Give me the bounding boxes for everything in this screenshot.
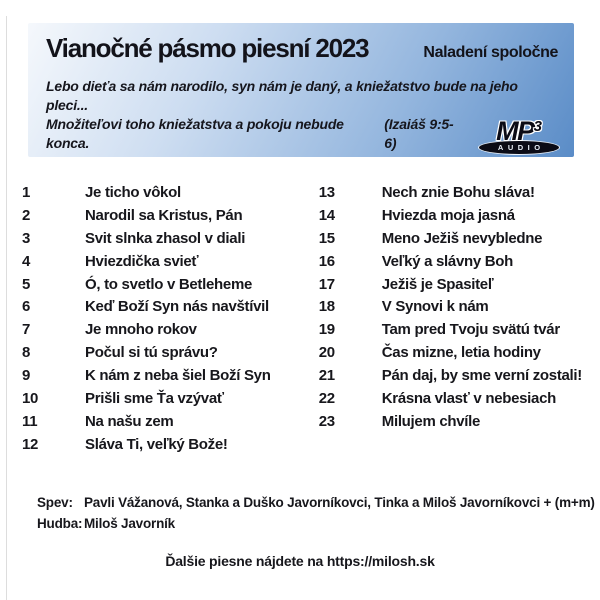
track-row [319,341,582,364]
track-row [319,364,582,387]
track-row [22,433,319,456]
track-number: 16 [318,252,335,270]
album-tagline: Naladení spoločne [423,44,558,61]
tracklist-column-right [319,181,582,456]
track-number: 23 [318,412,335,430]
track-number: 7 [22,321,31,339]
track-title: Čas mizne, letia hodiny [381,344,541,362]
track-title: Narodil sa Kristus, Pán [85,206,243,224]
track-row [22,410,319,433]
track-title: Sláva Ti, veľký Bože! [85,435,228,453]
fold-line [6,16,7,600]
track-row [22,227,319,250]
track-row [319,181,582,204]
track-title: Ježiš je Spasiteľ [381,275,494,293]
track-row [22,181,319,204]
mp3-logo-text [476,114,562,144]
track-number: 6 [22,298,31,316]
track-row [22,273,319,296]
bible-quote-line2-row [46,115,464,153]
credit-value: Miloš Javorník [84,516,175,531]
track-number: 12 [22,435,39,453]
track-title: Keď Boží Syn nás navštívil [85,298,269,316]
track-title: Nech znie Bohu sláva! [381,183,535,201]
track-number: 3 [22,229,31,247]
track-title: Meno Ježiš nevybledne [381,229,543,247]
track-number: 22 [318,389,335,407]
track-title: K nám z neba šiel Boží Syn [85,367,271,385]
track-number: 11 [22,412,38,430]
track-number: 5 [22,275,31,293]
track-row [22,364,319,387]
credit-label: Spev: [37,495,73,510]
tracklist [22,181,582,456]
track-number: 19 [318,321,335,339]
track-row [22,204,319,227]
mp3-logo-letters: MP [496,116,534,146]
track-title: Svit slnka zhasol v diali [85,229,246,247]
track-number: 13 [318,183,335,201]
track-number: 4 [22,252,31,270]
track-row [319,227,582,250]
track-title: Tam pred Tvoju svätú tvár [381,321,560,339]
credit-row [37,513,595,534]
track-number: 14 [318,206,335,224]
track-row [319,318,582,341]
credit-value: Pavli Vážanová, Stanka a Duško Javorníkovci, Tinka a Miloš Javorníkovci + (m+m) [84,495,595,510]
banner-title-row [46,33,558,64]
bible-quote-line1: Lebo dieťa sa nám narodilo, syn nám je daný, a kniežatstvo bude na jeho pleci... [46,78,518,113]
mp3-audio-badge-label: AUDIO [497,142,545,152]
credit-label: Hudba: [37,516,83,531]
track-title: Prišli sme Ťa vzývať [85,389,224,407]
track-row [319,273,582,296]
track-row [319,204,582,227]
track-title: Milujem chvíle [381,412,481,430]
track-number: 20 [318,344,335,362]
track-row [319,250,582,273]
mp3-audio-badge [479,141,559,154]
footer-note: Ďalšie piesne nájdete na https://milosh.sk [165,553,435,569]
track-title: Hviezda moja jasná [381,206,515,224]
track-title: Ó, to svetlo v Betleheme [85,275,253,293]
album-title: Vianočné pásmo piesní 2023 [46,33,369,63]
track-row [319,410,582,433]
track-title: Hviezdička svieť [85,252,199,270]
track-title: Na našu zem [85,412,174,430]
credits [37,492,595,534]
mp3-audio-logo [476,114,562,154]
track-number: 10 [22,389,39,407]
mp3-logo-superscript: 3 [533,118,542,135]
track-row [319,295,582,318]
track-number: 15 [318,229,335,247]
track-title: Je ticho vôkol [85,183,181,201]
track-title: V Synovi k nám [381,298,489,316]
track-row [22,250,319,273]
track-row [319,387,582,410]
track-title: Veľký a slávny Boh [381,252,514,270]
track-row [22,318,319,341]
track-row [22,295,319,318]
track-number: 21 [318,367,335,385]
header-banner [28,23,574,157]
tracklist-column-left [22,181,319,456]
bible-quote-citation: (Izaiáš 9:5-6) [384,116,454,151]
track-number: 17 [318,275,335,293]
track-title: Počul si tú správu? [85,344,218,362]
track-title: Je mnoho rokov [85,321,197,339]
track-number: 2 [22,206,31,224]
credit-row [37,492,595,513]
track-row [22,341,319,364]
track-row [22,387,319,410]
track-title: Pán daj, by sme verní zostali! [381,367,582,385]
bible-quote-line2: Množiteľovi toho kniežatstva a pokoju nebude konca. [46,116,344,151]
track-number: 9 [22,367,31,385]
track-number: 1 [22,183,31,201]
track-number: 8 [22,344,31,362]
track-number: 18 [318,298,335,316]
track-title: Krásna vlasť v nebesiach [381,389,557,407]
